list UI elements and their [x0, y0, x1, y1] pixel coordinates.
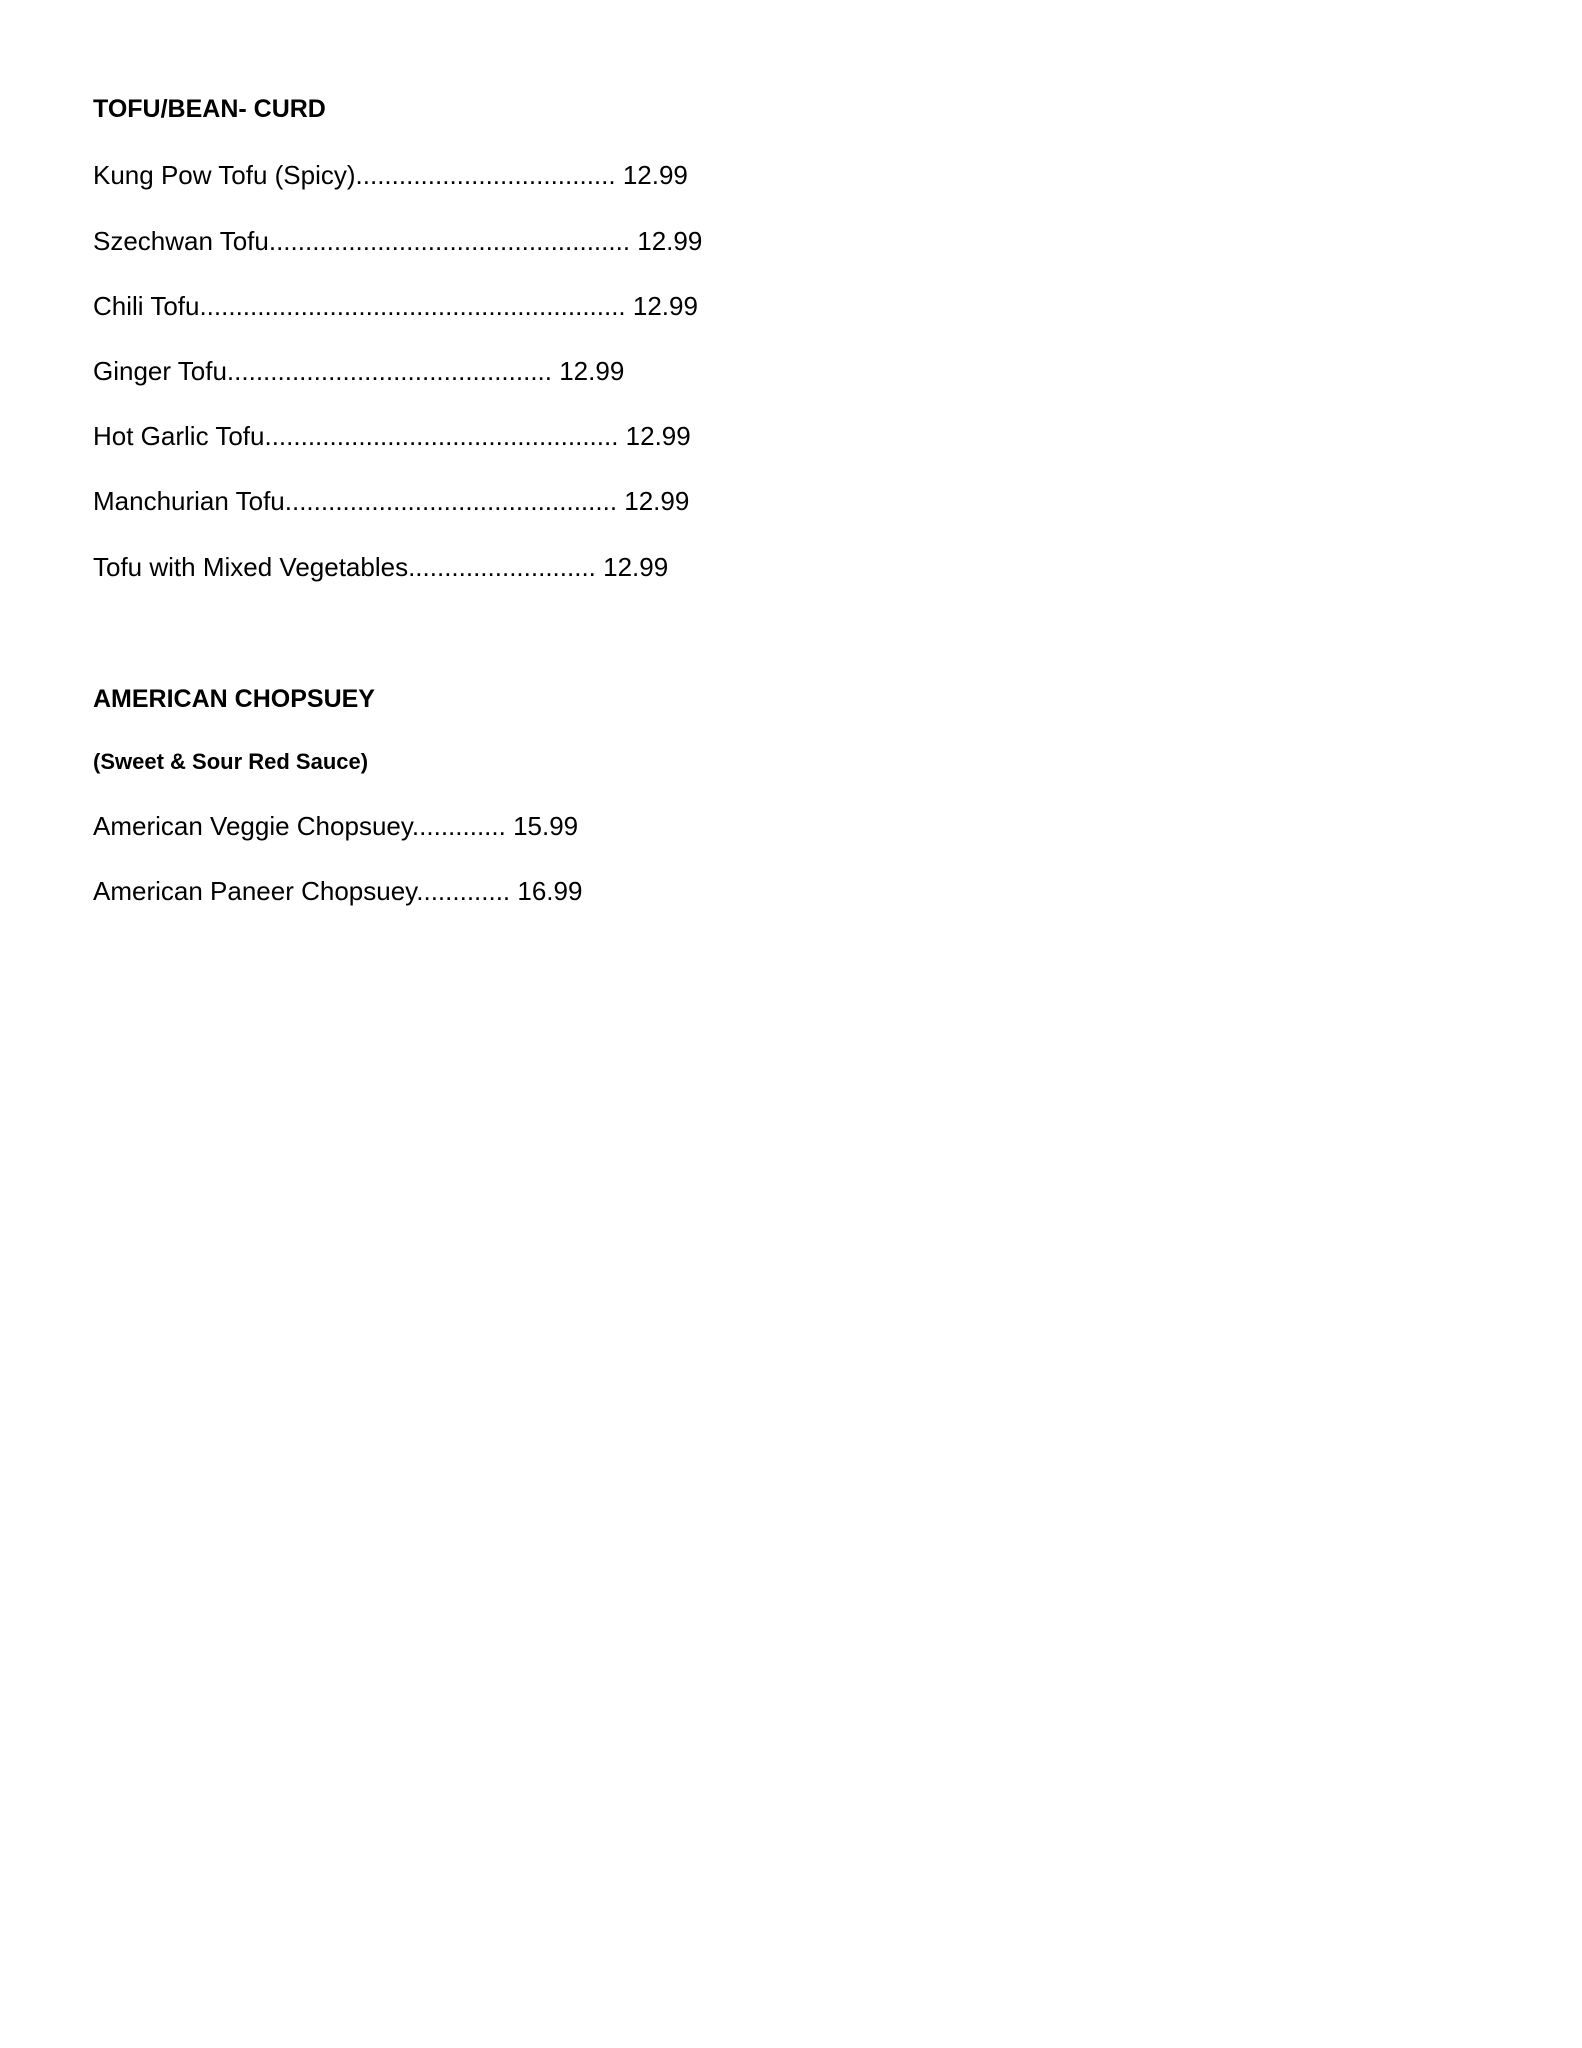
- section-subtitle-sauce: (Sweet & Sour Red Sauce): [93, 749, 369, 774]
- menu-item-manchurian-tofu: Manchurian Tofu.............................................. 12.99: [93, 486, 690, 516]
- menu-item-american-veggie-chopsuey: American Veggie Chopsuey............. 15.99: [93, 811, 579, 841]
- menu-item-american-paneer-chopsuey: American Paneer Chopsuey............. 16.99: [93, 876, 583, 906]
- section-title-tofu: TOFU/BEAN- CURD: [93, 95, 326, 123]
- menu-item-tofu-mixed-vegetables: Tofu with Mixed Vegetables.......................... 12.99: [93, 552, 669, 582]
- menu-item-ginger-tofu: Ginger Tofu............................................. 12.99: [93, 356, 625, 386]
- menu-item-kung-pow-tofu: Kung Pow Tofu (Spicy).................................... 12.99: [93, 160, 688, 190]
- menu-item-chili-tofu: Chili Tofu........................................................... 12.99: [93, 291, 698, 321]
- menu-item-hot-garlic-tofu: Hot Garlic Tofu................................................. 12.99: [93, 421, 691, 451]
- section-title-american-chopsuey: AMERICAN CHOPSUEY: [93, 685, 375, 713]
- menu-item-szechwan-tofu: Szechwan Tofu.................................................. 12.99: [93, 226, 703, 256]
